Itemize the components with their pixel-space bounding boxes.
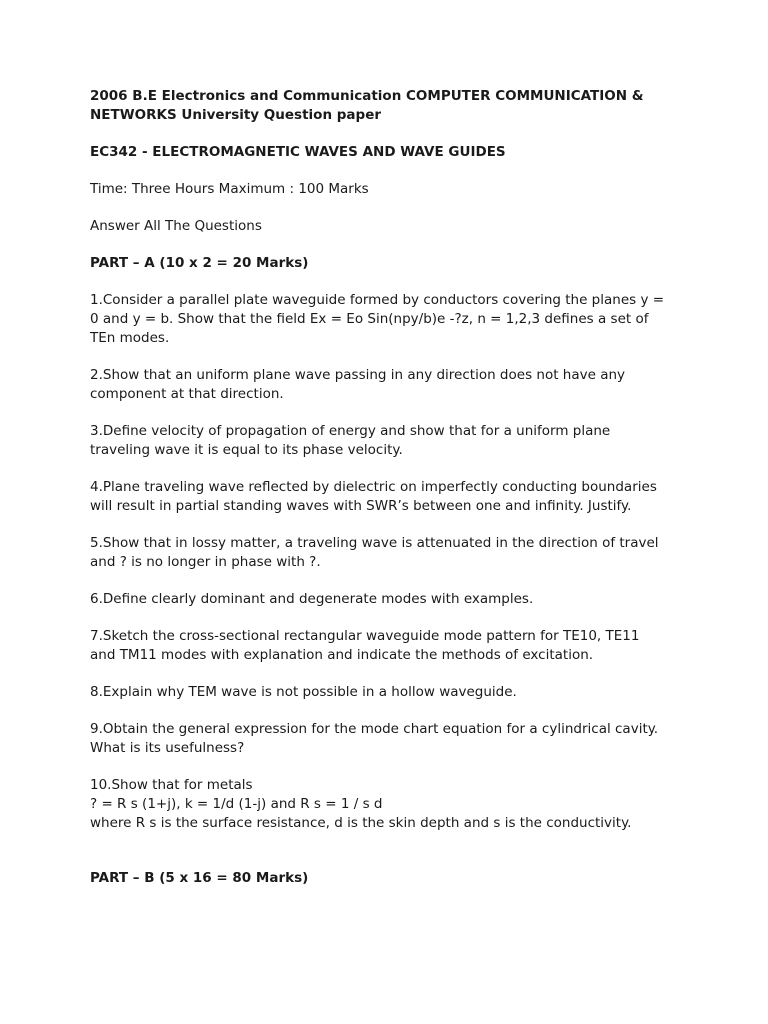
question-line: component at that direction. <box>90 386 284 402</box>
question-line: What is its usefulness? <box>90 740 245 756</box>
document-title <box>90 87 690 125</box>
question-6 <box>90 590 690 609</box>
question-line: TEn modes. <box>90 330 170 346</box>
question-line: 5.Show that in lossy matter, a traveling wave is attenuated in the direction of travel <box>90 535 659 551</box>
question-line: 3.Define velocity of propagation of energy and show that for a uniform plane <box>90 423 611 439</box>
question-4 <box>90 478 690 516</box>
question-line: 2.Show that an uniform plane wave passing in any direction does not have any <box>90 367 626 383</box>
question-line: traveling wave it is equal to its phase velocity. <box>90 442 403 458</box>
instruction-text: Answer All The Questions <box>90 218 262 234</box>
question-line: 10.Show that for metals <box>90 777 253 793</box>
question-line: and TM11 modes with explanation and indicate the methods of excitation. <box>90 647 594 663</box>
question-line: 1.Consider a parallel plate waveguide formed by conductors covering the planes y = <box>90 292 665 308</box>
question-9 <box>90 720 690 758</box>
part-b-heading: PART – B (5 x 16 = 80 Marks) <box>90 870 309 886</box>
question-line: 4.Plane traveling wave reflected by dielectric on imperfectly conducting boundaries <box>90 479 657 495</box>
question-line: 6.Define clearly dominant and degenerate modes with examples. <box>90 591 534 607</box>
question-1 <box>90 291 690 348</box>
question-line: 9.Obtain the general expression for the mode chart equation for a cylindrical cavity. <box>90 721 659 737</box>
question-line: where R s is the surface resistance, d is the skin depth and s is the conductivity. <box>90 815 632 831</box>
time-info: Time: Three Hours Maximum : 100 Marks <box>90 181 369 197</box>
question-line: 8.Explain why TEM wave is not possible in a hollow waveguide. <box>90 684 517 700</box>
question-line: 7.Sketch the cross-sectional rectangular waveguide mode pattern for TE10, TE11 <box>90 628 640 644</box>
title-line-1: 2006 B.E Electronics and Communication COMPUTER COMMUNICATION & <box>90 88 644 104</box>
question-3 <box>90 422 690 460</box>
question-line: ? = R s (1+j), k = 1/d (1-j) and R s = 1 / s d <box>90 796 383 812</box>
part-a-heading: PART – A (10 x 2 = 20 Marks) <box>90 255 309 271</box>
document-page <box>90 87 690 906</box>
title-line-2: NETWORKS University Question paper <box>90 107 382 123</box>
course-heading: EC342 - ELECTROMAGNETIC WAVES AND WAVE GUIDES <box>90 144 506 160</box>
question-10 <box>90 776 690 833</box>
question-8 <box>90 683 690 702</box>
question-line: 0 and y = b. Show that the field Ex = Eo Sin(npy/b)e -?z, n = 1,2,3 defines a set of <box>90 311 649 327</box>
question-line: will result in partial standing waves with SWR’s between one and infinity. Justify. <box>90 498 632 514</box>
question-7 <box>90 627 690 665</box>
question-2 <box>90 366 690 404</box>
question-line: and ? is no longer in phase with ?. <box>90 554 321 570</box>
question-5 <box>90 534 690 572</box>
